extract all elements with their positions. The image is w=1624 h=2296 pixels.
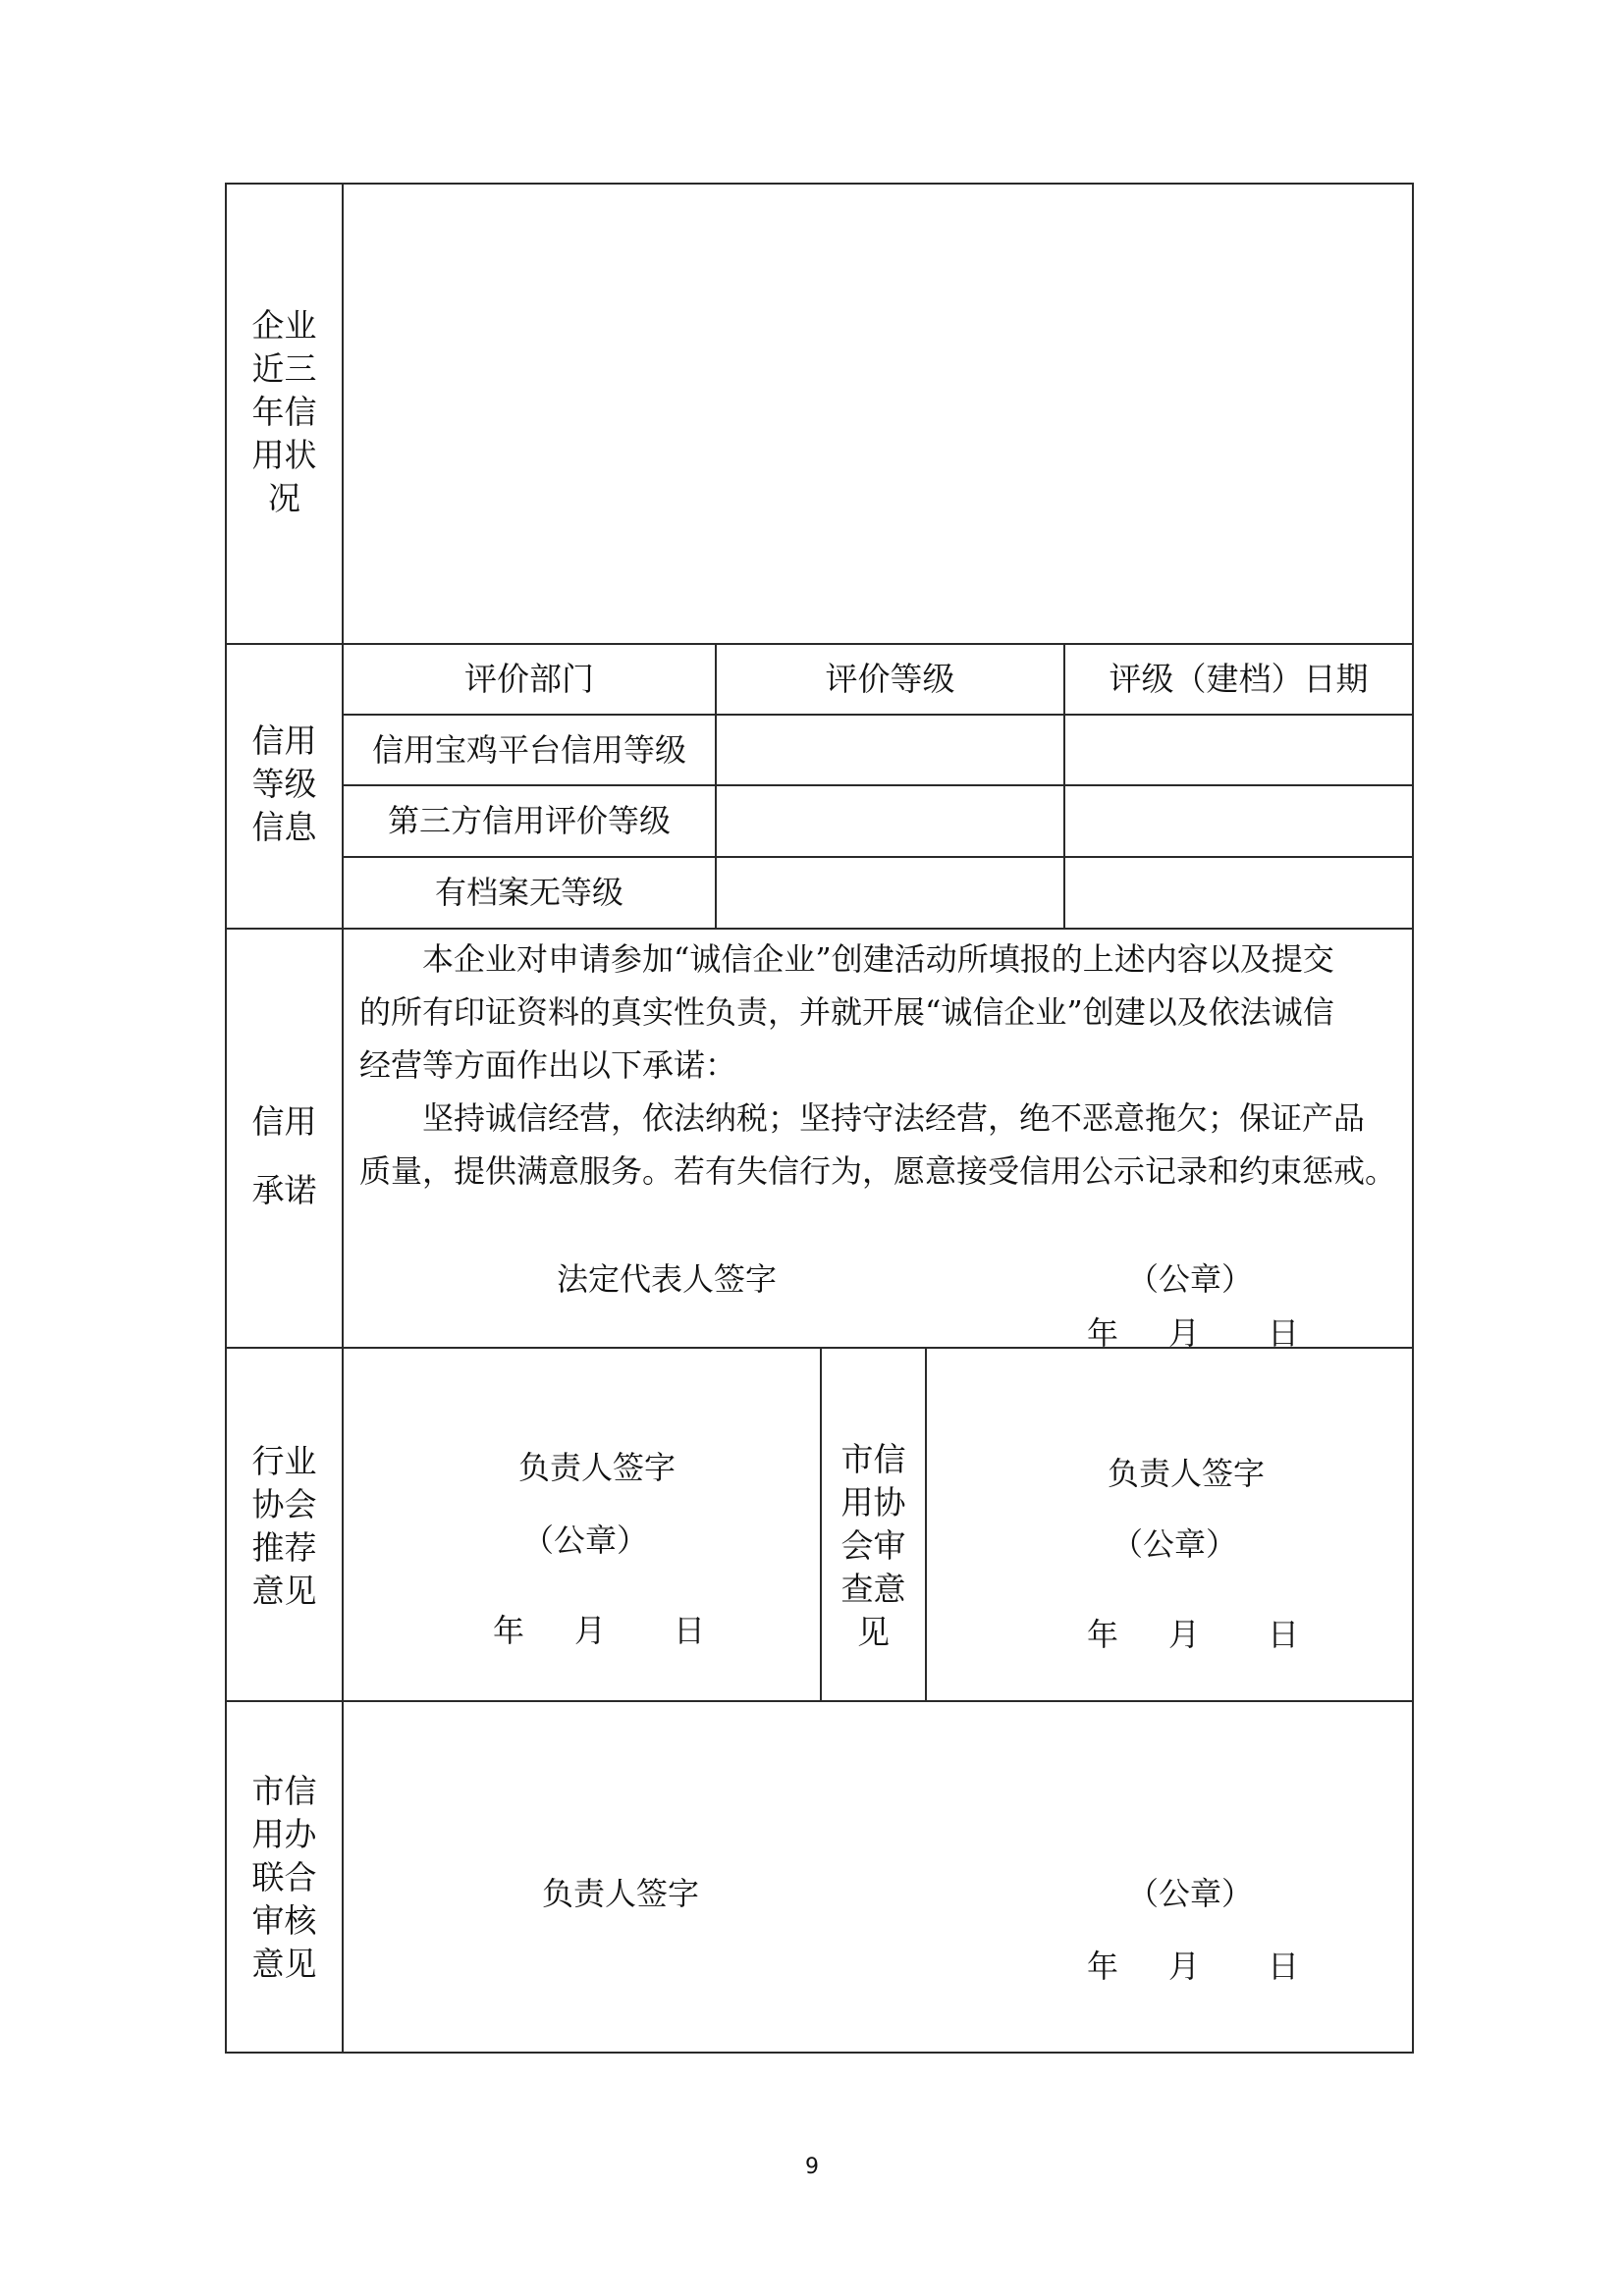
rating-row-grade-field[interactable] (717, 785, 1063, 856)
rating-row-grade-field[interactable] (717, 715, 1063, 785)
commitment-seal-label: （公章） (1127, 1260, 1254, 1298)
assoc-column-divider (925, 1347, 927, 1700)
column-header-date: 评级（建档）日期 (1109, 660, 1369, 698)
commitment-date-day: 日 (1268, 1314, 1300, 1352)
industry-assoc-label: 行业 协会 推荐 意见 (251, 1442, 317, 1610)
rating-row-date-field[interactable] (1065, 715, 1412, 785)
city-assoc-signature-label: 负责人签字 (1108, 1455, 1266, 1492)
commitment-paragraph-1: 本企业对申请参加“诚信企业”创建活动所填报的上述内容以及提交 的所有印证资料的真实性负责，并就开展“诚信企业”创建以及依法诚信 经营等方面作出以下承诺： (359, 940, 1334, 1084)
city-assoc-date-day: 日 (1268, 1616, 1300, 1653)
row-divider (225, 1700, 1414, 1702)
industry-assoc-date-day: 日 (674, 1612, 706, 1649)
table-border-top (225, 183, 1414, 185)
page-number: 9 (805, 2155, 819, 2179)
row-divider (225, 928, 1414, 930)
legal-rep-signature-label: 法定代表人签字 (557, 1260, 778, 1298)
city-assoc-date-year: 年 (1087, 1616, 1119, 1653)
commitment-date-year: 年 (1087, 1314, 1119, 1352)
rating-row-date-field[interactable] (1065, 785, 1412, 856)
rating-row-dept: 有档案无等级 (434, 874, 623, 911)
table-border-bottom (225, 2052, 1414, 2054)
city-office-label: 市信 用办 联合 审核 意见 (251, 1772, 317, 1983)
table-border-right (1412, 183, 1414, 2054)
credit-rating-label: 信用 等级 信息 (251, 721, 317, 846)
industry-assoc-date-year: 年 (493, 1612, 525, 1649)
city-office-seal-label: （公章） (1127, 1875, 1254, 1912)
rating-row-dept: 信用宝鸡平台信用等级 (371, 731, 686, 769)
rating-row-grade-field[interactable] (717, 857, 1063, 928)
industry-assoc-signature-label: 负责人签字 (518, 1449, 677, 1486)
commitment-date-month: 月 (1168, 1314, 1201, 1352)
city-office-signature-label: 负责人签字 (542, 1875, 700, 1912)
rating-row-date-field[interactable] (1065, 857, 1412, 928)
rating-row-dept: 第三方信用评价等级 (387, 802, 671, 839)
city-office-date-year: 年 (1087, 1948, 1119, 1985)
column-header-grade: 评价等级 (825, 660, 955, 698)
city-office-date-month: 月 (1168, 1948, 1201, 1985)
city-assoc-date-month: 月 (1168, 1616, 1201, 1653)
column-header-dept: 评价部门 (464, 660, 594, 698)
city-office-date-day: 日 (1268, 1948, 1300, 1985)
industry-assoc-seal-label: （公章） (522, 1522, 649, 1559)
credit-history-field[interactable] (346, 187, 1410, 641)
industry-assoc-date-month: 月 (574, 1612, 607, 1649)
commitment-paragraph-2: 坚持诚信经营，依法纳税；坚持守法经营，绝不恶意拖欠；保证产品 质量，提供满意服务。若有失信行为，愿意接受信用公示记录和约束惩戒。 (359, 1099, 1397, 1190)
city-assoc-seal-label: （公章） (1111, 1525, 1238, 1563)
commitment-label: 信用 承诺 (251, 1102, 317, 1209)
credit-history-label: 企业 近三 年信 用状 况 (251, 306, 317, 517)
city-assoc-label: 市信 用协 会审 查意 见 (840, 1440, 906, 1651)
label-column-divider (342, 183, 344, 2054)
